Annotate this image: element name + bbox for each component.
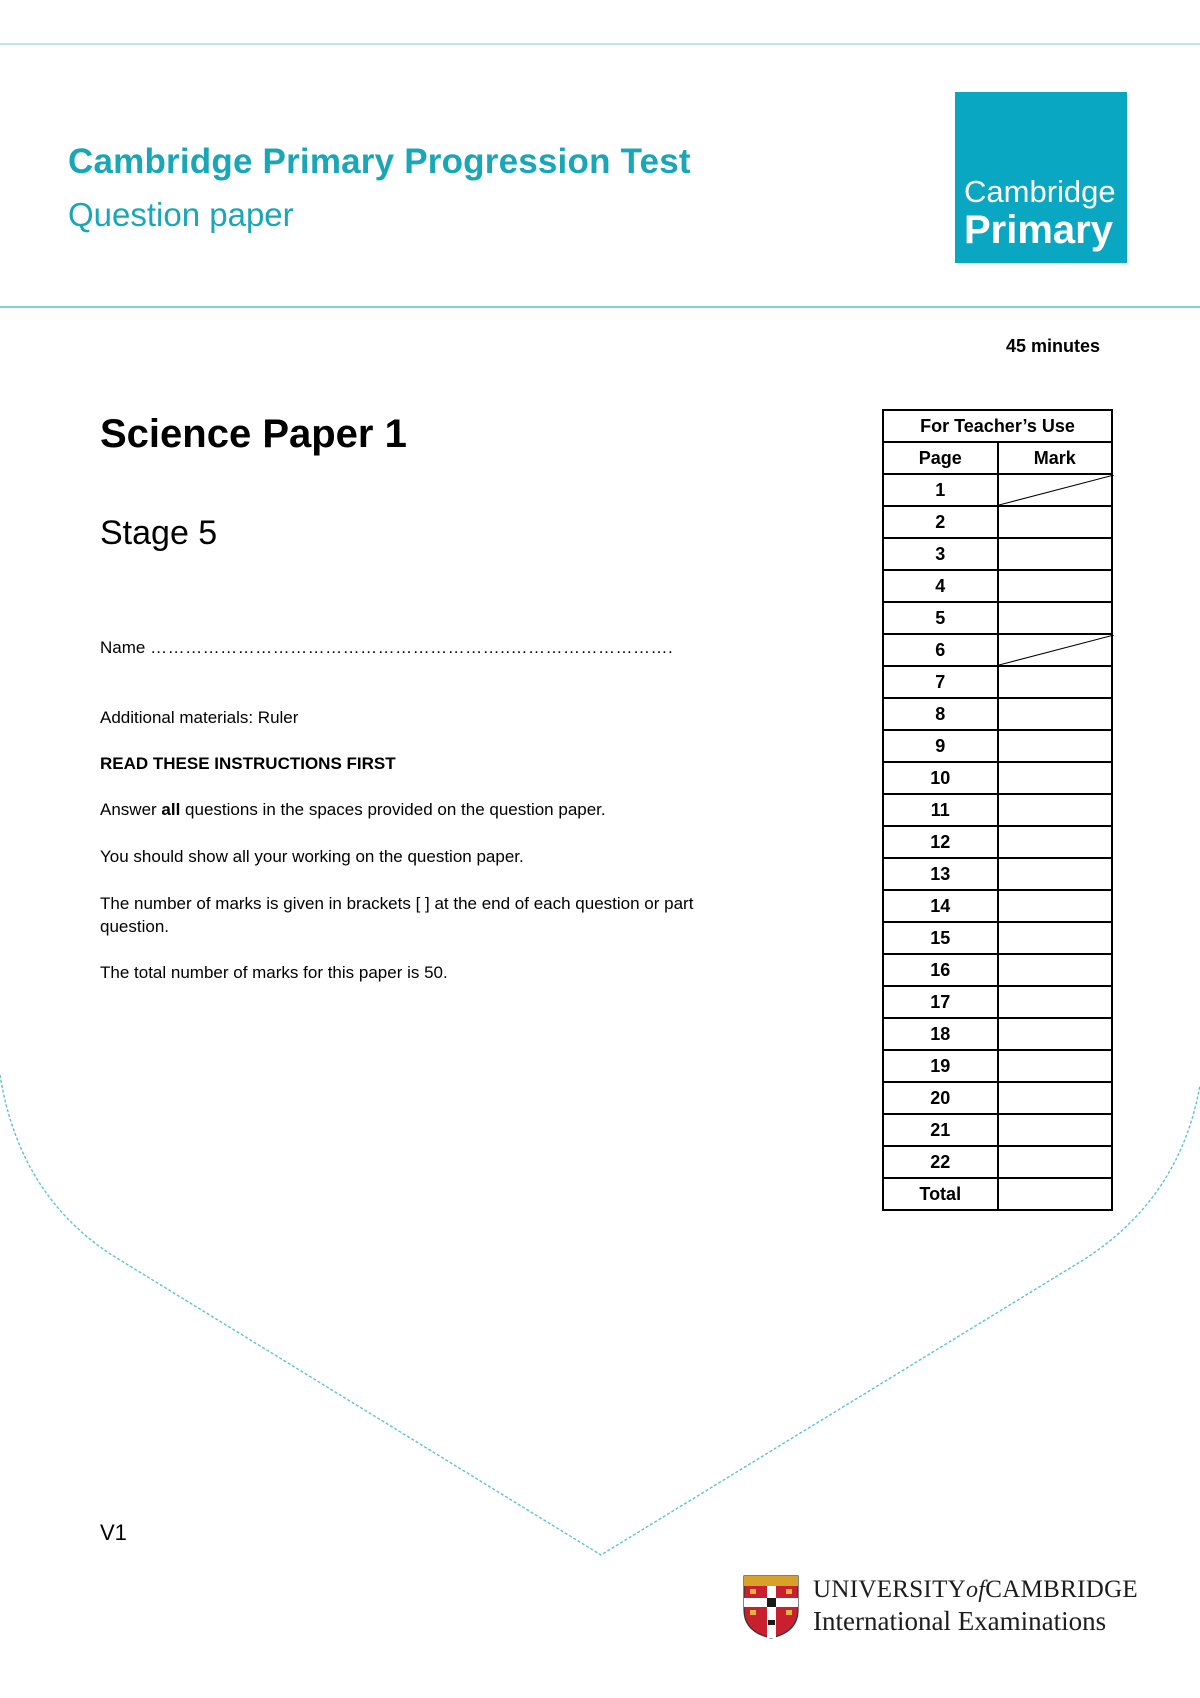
marks-row	[883, 954, 1112, 986]
mark-cell[interactable]	[998, 954, 1113, 986]
logo-text-cambridge: Cambridge	[964, 174, 1116, 209]
marks-row	[883, 858, 1112, 890]
university-name: UNIVERSITYofCAMBRIDGE	[813, 1576, 1138, 1603]
marks-row	[883, 634, 1112, 666]
mark-cell[interactable]	[998, 794, 1113, 826]
examinations-board-name: International Examinations	[813, 1606, 1107, 1636]
mark-cell[interactable]	[998, 922, 1113, 954]
instruction-marks-brackets: The number of marks is given in brackets [ ] at the end of each question or part question.	[100, 894, 694, 936]
mark-cell[interactable]	[998, 602, 1113, 634]
marks-row	[883, 1146, 1112, 1178]
mark-cell[interactable]	[998, 890, 1113, 922]
total-row	[883, 1178, 1112, 1210]
marks-row	[883, 506, 1112, 538]
mark-cell[interactable]	[998, 1018, 1113, 1050]
page-number-cell: 12	[883, 826, 998, 858]
mark-cell	[998, 634, 1113, 666]
paper-title: Science Paper 1	[100, 412, 407, 456]
instruction-total-marks: The total number of marks for this paper is 50.	[100, 963, 448, 982]
mark-cell[interactable]	[998, 1114, 1113, 1146]
mark-cell[interactable]	[998, 698, 1113, 730]
mark-cell[interactable]	[998, 1146, 1113, 1178]
duration-label: 45 minutes	[1005, 336, 1100, 356]
marks-row	[883, 698, 1112, 730]
version-label: V1	[100, 1520, 127, 1545]
mark-cell[interactable]	[998, 858, 1113, 890]
page-number-cell: 22	[883, 1146, 998, 1178]
marks-row	[883, 602, 1112, 634]
mark-cell	[998, 474, 1113, 506]
page-number-cell: 1	[883, 474, 998, 506]
logo-text-primary: Primary	[964, 208, 1113, 252]
test-series-title: Cambridge Primary Progression Test	[68, 142, 691, 181]
page-number-cell: 17	[883, 986, 998, 1018]
page-number-cell: 4	[883, 570, 998, 602]
mark-cell[interactable]	[998, 506, 1113, 538]
page-number-cell: 10	[883, 762, 998, 794]
teacher-marks-table	[882, 409, 1113, 1211]
marks-row	[883, 730, 1112, 762]
name-dotted-line: ……………………………………………………..……………………….	[150, 638, 674, 657]
page-number-cell: 18	[883, 1018, 998, 1050]
page-number-cell: 5	[883, 602, 998, 634]
mark-cell[interactable]	[998, 730, 1113, 762]
name-field[interactable]	[100, 638, 673, 658]
page-number-cell: 13	[883, 858, 998, 890]
instruction-show-working: You should show all your working on the question paper.	[100, 847, 524, 866]
marks-row	[883, 1082, 1112, 1114]
name-label: Name	[100, 638, 146, 657]
marks-row	[883, 1050, 1112, 1082]
page-number-cell: 6	[883, 634, 998, 666]
marks-row	[883, 1114, 1112, 1146]
university-crest-icon	[742, 1574, 800, 1640]
mark-cell[interactable]	[998, 1050, 1113, 1082]
total-label: Total	[883, 1178, 998, 1210]
marks-row	[883, 922, 1112, 954]
instructions-heading: READ THESE INSTRUCTIONS FIRST	[100, 754, 396, 773]
total-mark-cell[interactable]	[998, 1178, 1113, 1210]
marks-row	[883, 538, 1112, 570]
stage-label: Stage 5	[100, 514, 218, 552]
cambridge-primary-logo	[955, 92, 1127, 263]
page-number-cell: 7	[883, 666, 998, 698]
mark-cell[interactable]	[998, 986, 1113, 1018]
mark-cell[interactable]	[998, 1082, 1113, 1114]
mark-cell[interactable]	[998, 826, 1113, 858]
marks-row	[883, 570, 1112, 602]
additional-materials: Additional materials: Ruler	[100, 708, 299, 727]
page-number-cell: 19	[883, 1050, 998, 1082]
document-type-subtitle: Question paper	[68, 196, 294, 233]
page-number-cell: 3	[883, 538, 998, 570]
marks-row	[883, 1018, 1112, 1050]
page-number-cell: 9	[883, 730, 998, 762]
marks-row	[883, 666, 1112, 698]
page-number-cell: 11	[883, 794, 998, 826]
column-header-mark: Mark	[998, 442, 1113, 474]
mark-cell[interactable]	[998, 762, 1113, 794]
page-number-cell: 14	[883, 890, 998, 922]
page-number-cell: 20	[883, 1082, 998, 1114]
marks-row	[883, 474, 1112, 506]
marks-row	[883, 794, 1112, 826]
marks-row	[883, 762, 1112, 794]
mark-cell[interactable]	[998, 538, 1113, 570]
column-header-page: Page	[883, 442, 998, 474]
mark-cell[interactable]	[998, 666, 1113, 698]
page-number-cell: 16	[883, 954, 998, 986]
page-number-cell: 21	[883, 1114, 998, 1146]
page-number-cell: 2	[883, 506, 998, 538]
page-number-cell: 8	[883, 698, 998, 730]
crossed-out-mark	[999, 475, 1114, 505]
marks-row	[883, 986, 1112, 1018]
crossed-out-mark	[999, 635, 1114, 665]
mark-cell[interactable]	[998, 570, 1113, 602]
page-number-cell: 15	[883, 922, 998, 954]
instruction-answer-all: Answer all questions in the spaces provided on the question paper.	[100, 800, 606, 819]
teacher-table-title: For Teacher’s Use	[883, 410, 1112, 442]
marks-row	[883, 826, 1112, 858]
marks-row	[883, 890, 1112, 922]
